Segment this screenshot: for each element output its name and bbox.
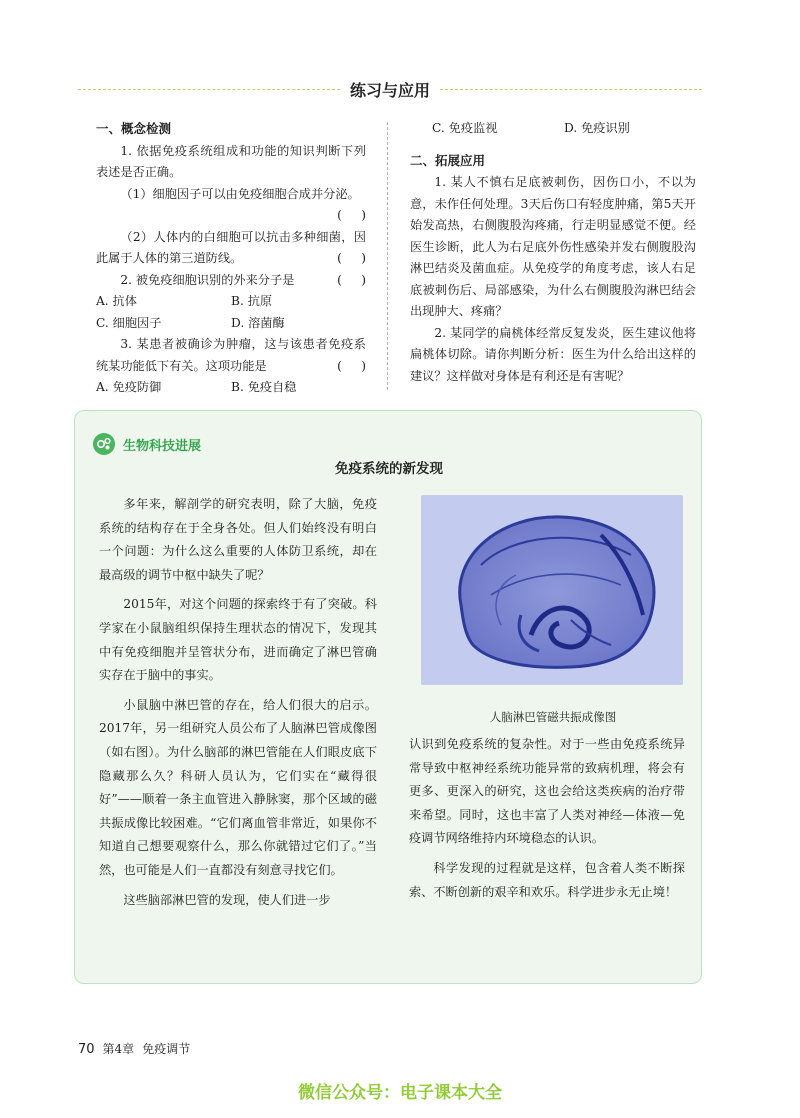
article-paragraph: 认识到免疫系统的复杂性。对于一些由免疫系统异常导致中枢神经系统功能异常的致病机理，将会有更多、更深入的研究，这也会给这类疾病的治疗带来希望。同时，这也丰富了人类对神经—体液—免疫调节网络维持内环境稳态的认识。: [409, 737, 685, 846]
answer-paren[interactable]: ( ): [337, 208, 366, 222]
option-a[interactable]: A. 免疫防御: [96, 380, 162, 394]
question-1-1: （1）细胞因子可以由免疫细胞合成并分泌。: [120, 186, 360, 201]
section-title: 练习与应用: [350, 80, 431, 100]
question-3-options-cd: [410, 118, 696, 140]
answer-paren[interactable]: ( ): [337, 251, 366, 265]
section-header: [78, 76, 702, 102]
extension-question-1: 1. 某人不慎右足底被刺伤，因伤口小，不以为意，未作任何处理。3天后伤口有轻度肿痛，第5天开始发高热，右侧腹股沟疼痛，行走明显感觉不便。经医生诊断，此人为右足底外伤性感染并发右侧腹股沟淋巴结炎及菌血症。从免疫学的角度考虑，该人右足底被刺伤后、局部感染，为什么右侧腹股沟淋巴结会出现肿大、疼痛？: [410, 175, 696, 318]
brain-lymph-mri-image: [421, 495, 683, 685]
header-wave-left: [78, 89, 340, 91]
page-number: 70: [78, 1042, 95, 1057]
article-paragraph: 多年来，解剖学的研究表明，除了大脑，免疫系统的结构存在于全身各处。但人们始终没有明白一个问题：为什么这么重要的人体防卫系统，却在最高级的调节中枢中缺失了呢？: [99, 497, 377, 582]
science-progress-box: [74, 410, 702, 984]
question-2-stem: 2. 被免疫细胞识别的外来分子是: [120, 272, 295, 287]
molecule-icon: [93, 433, 115, 455]
chapter-number: 第4章: [102, 1042, 135, 1056]
option-c[interactable]: C. 免疫监视: [432, 121, 498, 135]
option-d[interactable]: D. 溶菌酶: [231, 315, 285, 330]
article-title: 免疫系统的新发现: [335, 461, 443, 477]
article-paragraph: 2015年，对这个问题的探索终于有了突破。科学家在小鼠脑组织保持生理状态的情况下，发现其中有免疫细胞并呈管状分布，进而确定了淋巴管确实存在于脑中的事实。: [99, 597, 377, 683]
article-paragraph: 这些脑部淋巴管的发现，使人们进一步: [123, 892, 331, 907]
question-3-stem: 3. 某患者被确诊为肿瘤，这与该患者免疫系统某功能低下有关。这项功能是: [96, 337, 366, 373]
option-d[interactable]: D. 免疫识别: [564, 121, 630, 135]
page-footer: [78, 1040, 190, 1057]
article-text-left: [99, 493, 377, 912]
concept-check-title: 一、概念检测: [96, 121, 172, 136]
column-divider: [387, 122, 388, 390]
question-2-options-ab: [96, 291, 366, 313]
answer-paren[interactable]: ( ): [337, 272, 366, 287]
article-paragraph: 小鼠脑中淋巴管的存在，给人们很大的启示。2017年，另一组研究人员公布了人脑淋巴管成像图（如右图）。为什么脑部的淋巴管能在人们眼皮底下隐藏那么久？科研人员认为，它们实在“藏得很好”——顺着一条主血管进入静脉窦，那个区域的磁共振成像比较困难。“它们离血管非常近，如果你不知道自己想要观察什么，那么你就错过它们了。”当然，也可能是人们一直都没有刻意寻找它们。: [99, 697, 377, 877]
option-a[interactable]: A. 抗体: [96, 294, 137, 308]
answer-paren[interactable]: ( ): [337, 358, 366, 373]
exercise-column-left: [96, 118, 366, 399]
wechat-watermark: 微信公众号：电子课本大全: [298, 1083, 502, 1103]
figure-caption: 人脑淋巴管磁共振成像图: [489, 710, 617, 724]
question-2-row: [96, 270, 366, 292]
extension-title: 二、拓展应用: [410, 152, 486, 168]
answer-row-1-1: [96, 205, 366, 227]
question-1-2-text: （2）人体内的白细胞可以抗击多种细菌，因此属于人体的第三道防线。: [96, 229, 366, 265]
header-wave-right: [440, 89, 702, 91]
option-c[interactable]: C. 细胞因子: [96, 315, 162, 330]
question-1-stem: 1. 依据免疫系统组成和功能的知识判断下列表述是否正确。: [96, 143, 366, 179]
exercise-column-right: [410, 118, 696, 387]
option-b[interactable]: B. 抗原: [231, 294, 273, 308]
chapter-title: 免疫调节: [142, 1042, 191, 1056]
option-b[interactable]: B. 免疫自稳: [231, 380, 297, 394]
extension-question-2: 2. 某同学的扁桃体经常反复发炎，医生建议他将扁桃体切除。请你判断分析：医生为什么给出这样的建议？这样做对身体是有利还是有害呢？: [410, 325, 696, 383]
article-text-right: [409, 733, 685, 904]
box-tag-label: 生物科技进展: [123, 438, 202, 454]
article-paragraph: 科学发现的过程就是这样，包含着人类不断探索、不断创新的艰辛和欢乐。科学进步永无止境！: [409, 860, 685, 899]
box-tag: [93, 433, 201, 455]
question-3-options-ab: [96, 377, 366, 399]
question-2-options-cd: [96, 313, 366, 335]
